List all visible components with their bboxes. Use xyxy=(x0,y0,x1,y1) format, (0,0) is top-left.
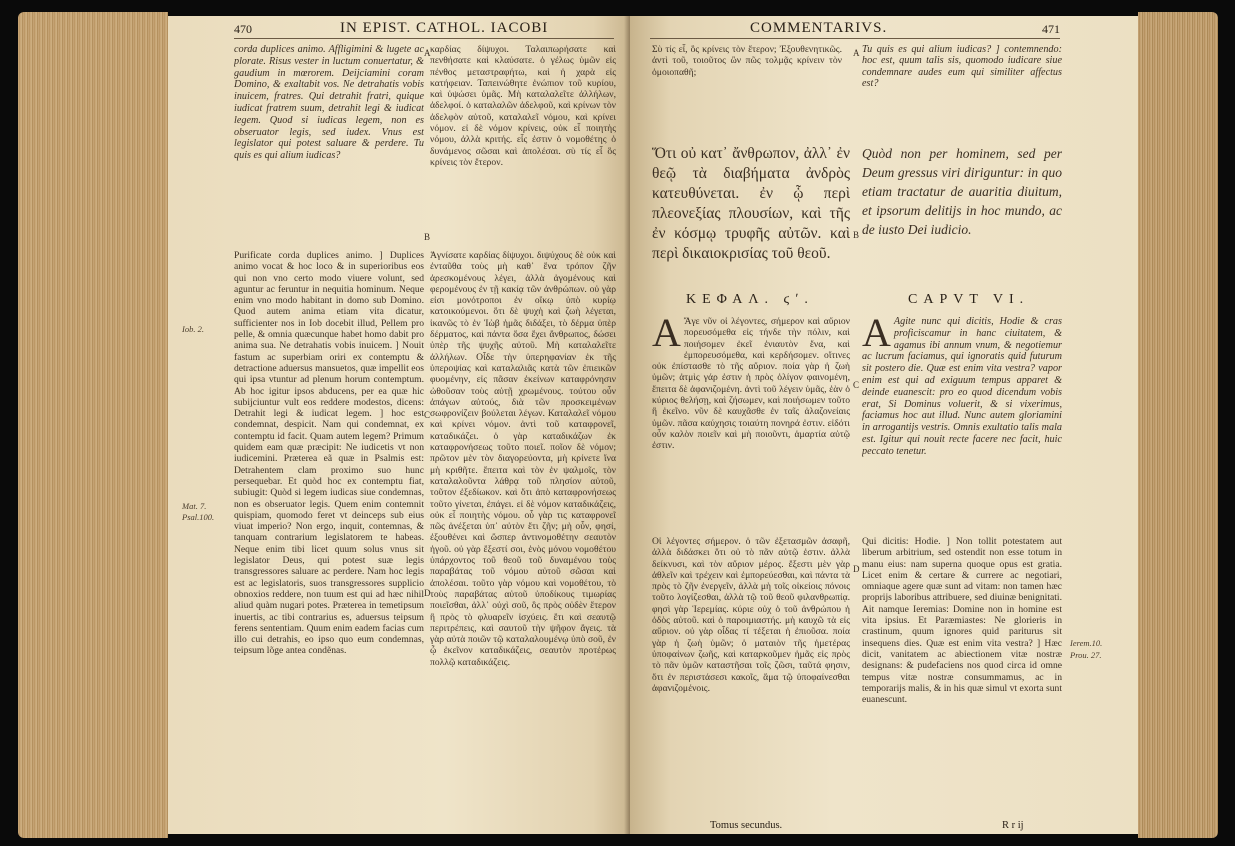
margin-note-mat: Mat. 7. xyxy=(182,501,207,511)
book-edge-right xyxy=(1138,12,1218,838)
left-page xyxy=(168,16,630,834)
page-number-left: 470 xyxy=(234,22,252,36)
greek-scripture-left: καρδίας δίψυχοι. Ταλαιπωρήσατε καὶ πενθήσατε καὶ κλαύσατε. ὁ γέλως ὑμῶν εἰς πένθος μεταστραφήτω, καὶ ἡ χαρὰ εἰς κατήφειαν. Ταπεινώθητε ἐνώπιον τοῦ κυρίου, καὶ ὑψώσει ὑμᾶς. Μὴ καταλαλεῖτε ἀλλήλων, ἀδελφοί. ὁ καταλαλῶν ἀδελφοῦ, καὶ κρίνων τὸν ἀδελφὸν αὐτοῦ, καταλαλεῖ νόμου, καὶ κρίνει νόμον. εἰ δὲ νόμον κρίνεις, οὐκ εἶ ποιητὴς νόμου, ἀλλὰ κριτής. εἷς ἐστιν ὁ νομοθέτης ὁ δυνάμενος σῶσαι καὶ ἀπολέσαι. σὺ τίς εἶ ὃς κρίνεις τὸν ἕτερον. xyxy=(430,44,616,168)
running-header-right: COMMENTARIVS. xyxy=(750,20,888,36)
section-letter-d-right: D xyxy=(853,564,860,574)
latin-scripture-right: Tu quis es qui alium iudicas? ] contemnendo: hoc est, quum talis sis, quomodo iudicare siue condemnare audes eum qui similiter affectus est? xyxy=(862,44,1062,89)
section-letter-c-left: C xyxy=(424,410,431,420)
page-number-right: 471 xyxy=(1042,22,1060,36)
greek-chapter-text xyxy=(652,316,850,528)
margin-note-ierem: Ierem.10. xyxy=(1070,638,1103,648)
greek-chapter-body: Ἄγε νῦν οἱ λέγοντες, σήμερον καὶ αὔριον πορευσόμεθα εἰς τήνδε τὴν πόλιν, καὶ ποιήσομεν ἐκεῖ ἐνιαυτὸν ἕνα, καὶ ἐμπορευσόμεθα, καὶ κερδήσομεν. οἵτινες οὐκ ἐπίστασθε τὸ τῆς αὔριον. ποία γὰρ ἡ ζωὴ ὑμῶν; ἀτμὶς γάρ ἐστιν ἡ πρὸς ὀλίγον φαινομένη, ἔπειτα δὲ ἀφανιζομένη. ἀντὶ τοῦ λέγειν ὑμᾶς, ἐὰν ὁ κύριος θελήσῃ, καὶ ζήσωμεν, καὶ ποιήσωμεν τοῦτο ἢ ἐκεῖνο. νῦν δὲ καυχᾶσθε ἐν ταῖς ἀλαζονείαις ὑμῶν. πᾶσα καύχησις τοιαύτη πονηρά ἐστιν. εἰδότι οὖν καλὸν ποιεῖν καὶ μὴ ποιοῦντι, ἁμαρτία αὐτῷ ἐστιν. xyxy=(652,316,850,452)
latin-commentary-left: Purificate corda duplices animo. ] Duplices animo vocat & hoc loco & in superioribus eos qui non vno certo modo viuere volunt, sed aguntur ac feruntur in nequitia hominum. Neque enim vno modo habitant in domo sub Domino. Quod autem anima etiam vita dicatur, sufficienter nos in Iob docebit illud, Pellem pro pelle, & omnia quæcunque habet homo dabit pro anima sua. Ne detrahatis vobis inuicem. ] Nouit fastum ac superbiam oriri ex contemptu & detractione aduersus mansuetos, quæ impellit eos qui ipsa vtuntur ad plenum horum contemptum. Ab hoc igitur ipsos abducens, per ea quæ hic subijciuntur vult eos reddere modestos, dicens: Detrahit legi & iudicat legem. ] hoc est condemnat, despicit. Nam qui condemnat, ex contemptu id facit. Quam autem legem? Primum quidem eam quæ præcipit: Ne iudicetis vt non iudicemini. Præterea eã quæ in Psalmis est: Detrahentem clam proximo suo hunc persequebar. Et quòd hoc ex contemptu fiat, subiugit: Quòd si legem iudicas siue condemnas, non es obseruator legis. Quem enim contemnit quispiam, quomodo feret vt deinceps sub eius viuat imperio? Non ergo, inquit, contemnas, & tanquam contrarium legislatorem te habeas. Neque enim tibi licet quum solus vnus sit legislator Deus, qui potest suæ legis transgressores saluare ac perdere. Nam hoc legis est ac legislatoris, suos transgressores supplicio obnoxios reddere, non tuum est qui ad hæc nihil aliud quàm nugari potes. Præterea in temetipsum inuertis, ac tibi contrarius es, aduersus teipsum ferens sententiam. Quum enim eadem facias cum illo cui detrahis, eo ipso quo eum condemnas, teipsum lõge antea condẽnas. xyxy=(234,250,424,657)
footer-signature: R r ij xyxy=(1002,820,1024,831)
section-letter-a-right: A xyxy=(853,48,860,58)
open-book xyxy=(18,8,1218,840)
running-header-left: IN EPIST. CATHOL. IACOBI xyxy=(340,20,549,36)
greek-scripture-right: Σὺ τίς εἶ, ὃς κρίνεις τὸν ἕτερον; Ἐξουθενητικῶς. ἀντὶ τοῦ, τοιοῦτος ὢν πῶς τολμᾷς κρίνειν τὸν ὁμοιοπαθῆ; xyxy=(652,44,842,78)
section-letter-b-left: B xyxy=(424,232,431,242)
latin-chapter-summary: Quòd non per hominem, sed per Deum gressus viri diriguntur: in quo etiam tractatur de auaritia diuitum, et ipsorum delitijs in hoc mundo, ac de iusto Dei iudicio. xyxy=(862,146,1062,237)
section-letter-a-left: A xyxy=(424,48,431,58)
book-edge-left xyxy=(18,12,168,838)
margin-note-iob: Iob. 2. xyxy=(182,324,204,334)
margin-note-psal: Psal.100. xyxy=(182,512,215,522)
latin-commentary-right: Qui dicitis: Hodie. ] Non tollit potestatem aut liberum arbitrium, sed ostendit non esse totum in manu eius: nam superna quoque opus est gratia. Licet enim & certare & currere ac negotiari, omniaque agere quæ sunt ad vitam: non tamen hæc proprijs laboribus attribuere, sed diuinæ benignitati. Ait namque Ieremias: Domine non in homine est vita ipsius. Et Paræmiastes: Ne glorieris in crastinum, quum ignores quid pariturus sit insequens dies. Quæ est enim vita vestra? ] Hæc dicit, vanitatem ac abiectionem vitæ nostræ designans: & pudefaciens nos quod circa id omne tempus vitæ nostræ consummamus, ac in temporarijs malis, & in his quæ simul vt exorta sunt euanescunt. xyxy=(862,536,1062,706)
greek-commentary-left: Ἁγνίσατε καρδίας δίψυχοι. διψύχους δὲ οὐκ καὶ ἐνταῦθα τοὺς μὴ καθ᾽ ἕνα τρόπον ζῆν ἀρεσκομένους λέγει, ἀλλὰ ἀγομένους καὶ φερομένους ἐν τῇ κακίᾳ τῶν ἀνθρώπων. οὐ γὰρ εἰσι μονότροποι ἐν οἴκῳ ὑπὸ κυρίῳ κατοικούμενοι. ὅτι δὲ ψυχὴ καὶ ζωὴ λέγεται, ἱκανῶς τὸ ἐν Ἰὼβ ἡμᾶς διδάξει, τὸ δέρμα ὑπὲρ δέρματος, καὶ πάντα ὅσα ἔχει ἄνθρωπος, δώσει ὑπὲρ τῆς ψυχῆς αὐτοῦ. Μὴ καταλαλεῖτε ἀλλήλων. Οἶδε τὴν ὑπερηφανίαν ἐκ τῆς ὑπεροψίας καὶ καταλαλιᾶς κατὰ τῶν ἐπιεικῶν φυομένην, εἰς πᾶσαν ἐκείνων καταφρόνησιν ὠθοῦσαν τοὺς αὐτῇ χρωμένους. τούτου οὖν ἀπάγων αὐτούς, διὰ τῶν προσκειμένων σωφρονίζειν βούλεται λέγων. Καταλαλεῖ νόμου καὶ κρίνει νόμον. ἀντὶ τοῦ καταφρονεῖ, καταδικάζει. ὁ γὰρ καταδικάζων ἐκ καταφρονήσεως τοῦτο ποιεῖ. ποῖον δὲ νόμον; πρῶτον μὲν τὸν διαγορεύοντα, μὴ κρίνετε ἵνα μὴ κριθῆτε. ἔπειτα καὶ τὸν ἐν ψαλμοῖς, τὸν καταλαλοῦντα λάθρᾳ τοῦ πλησίον αὐτοῦ, τοῦτον ἐξεδίωκον. καὶ ὅτι ἀπὸ καταφρονήσεως τοῦτο γίνεται, ἐπάγει. εἰ δὲ νόμον καταδικάζεις, οὐκ εἶ ποιητὴς νόμου. οὗ γὰρ τις καταφρονεῖ πῶς ἀνέξεται ὑπ᾽ αὐτὸν ἔτι ζῆν; μὴ οὖν, φησί, ἐξουθένει καὶ ὥσπερ ἀντινομοθέτην σεαυτὸν ἡγοῦ. οὐ γὰρ ἔξεστί σοι, ἑνὸς μόνου νομοθέτου ὑπάρχοντος τοῦ θεοῦ τοῦ δυναμένου τοὺς παραβάτας τοῦ νόμου αὐτοῦ σῶσαι καὶ ἀπολέσαι. τοῦτο γὰρ νόμου καὶ νομοθέτου, τὸ τοὺς παραβάτας αὐτοῦ ὑποδίκους τιμωρίας ποιεῖσθαι, ἀλλ᾽ οὐχὶ σοῦ, ὃς πρὸς οὐδὲν ἕτερον ἢ πρὸς τὸ φλυαρεῖν ἰσχύεις. ἔτι καὶ σεαυτῷ περιτρέπεις, καὶ σαυτοῦ τὴν ψῆφον ἄγεις. τὰ γὰρ αὐτὰ ποιῶν τῷ καταλαλουμένῳ ὑπὸ σοῦ, ἐν ᾧ ἐκεῖνον καταδικάζεις, σεαυτὸν προτέρως πολλῷ καταδικάζεις. xyxy=(430,250,616,668)
latin-chapter-text xyxy=(862,316,1062,528)
footer-tomus: Tomus secundus. xyxy=(710,820,783,831)
drop-cap-greek: Α xyxy=(652,316,681,355)
latin-scripture-left: corda duplices animo. Affligimini & lugete ac plorate. Risus vester in luctum conuertatur, & gaudium in mœrorem. Deijciamini coram Domino, & exaltabit vos. Ne detrahatis vobis inuicem, fratres. Qui detrahit fratri, quique iudicat fratrem suum, detrahit legi & iudicat legem. Quod si iudicas legem, non es obseruator legis, sed iudex. Vnus est legislator qui potest saluare & perdere. Tu quis es qui alium iudicas? xyxy=(234,44,424,162)
latin-chapter-body: Agite nunc qui dicitis, Hodie & cras proficiscamur in hanc ciuitatem, & agamus ibi annum vnum, & negotiemur ac lucrum faciamus, qui ignoratis quid futurum sit postero die. Quæ est enim vita vestra? vapor enim est qui ad exiguum tempus apparet & deinde euanescit: pro eo quod dicendum vobis erat, Si Dominus voluerit, & si vixerimus, faciamus hoc aut illud. Nunc autem gloriamini in arrogantijs vestris. Omnis exultatio talis mala est. Igitur qui nouit recte facere nec facit, huic peccato tenetur. xyxy=(862,316,1062,457)
margin-note-prou: Prou. 27. xyxy=(1070,650,1102,660)
chapter-heading-latin: CAPVT VI. xyxy=(908,292,1030,307)
right-page xyxy=(630,16,1138,834)
header-rule-left xyxy=(234,38,614,39)
greek-commentary-right: Οἱ λέγοντες σήμερον. ὁ τῶν ἐξετασμῶν ἀσαφῆ, ἀλλὰ διδάσκει ὅτι οὐ τὸ πᾶν αὐτῷ ἐστιν. ἀλλὰ δείκνυσι, καὶ τὸν αὔριον μέρος. ἔξεστι μὲν γὰρ ἀθλεῖν καὶ τρέχειν καὶ ἐμπορεύεσθαι, καὶ πάντα τὰ πρὸς τὸ ζῆν ἐνεργεῖν, ἀλλὰ μὴ τοῖς οἰκείοις πόνοις τοῦτο λογίζεσθαι, ἀλλὰ τῷ τοῦ θεοῦ φιλανθρωπίᾳ. φησὶ γὰρ Ἱερεμίας. κύριε οὐχ ὁ τοῦ ἀνθρώπου ἡ ὁδὸς αὐτοῦ. καὶ ὁ παροιμιαστής. μὴ καυχῶ τὰ εἰς αὔριον. οὐ γὰρ οἶδας τί τέξεται ἡ ἐπιοῦσα. ποία γὰρ ἡ ζωὴ ὑμῶν; ὁ ματαιὸν τῆς ἡμετέρας ὑποφαίνων ζωῆς, καὶ καταρκοῦμεν ἡμᾶς εἰς πρὸς τὸ πᾶν ὑμῶν καταστῆσαι τοῖς ζῶσι, ταῦτά φησιν, ὅτι ἐν περιστάσεσι κακοῖς, ἅμα τῷ ὑποφαίνεσθαι ἀφανιζομένοις. xyxy=(652,536,850,694)
section-letter-c-right: C xyxy=(853,380,860,390)
section-letter-d-left: D xyxy=(424,588,431,598)
greek-chapter-summary: Ὅτι οὐ κατ᾽ ἄνθρωπον, ἀλλ᾽ ἐν θεῷ τὰ διαβήματα ἀνδρὸς κατευθύνεται. ἐν ᾧ περὶ πλεονεξίας πλουσίων, καὶ τῆς ἐν κόσμῳ τρυφῆς αὐτῶν. καὶ περὶ δικαιοκρισίας τοῦ θεοῦ. xyxy=(652,145,850,262)
header-rule-right xyxy=(650,38,1060,39)
chapter-heading-greek: ΚΕΦΑΛ. ϛʹ. xyxy=(686,292,814,307)
section-letter-b-right: B xyxy=(853,230,860,240)
drop-cap-latin: A xyxy=(862,316,891,355)
